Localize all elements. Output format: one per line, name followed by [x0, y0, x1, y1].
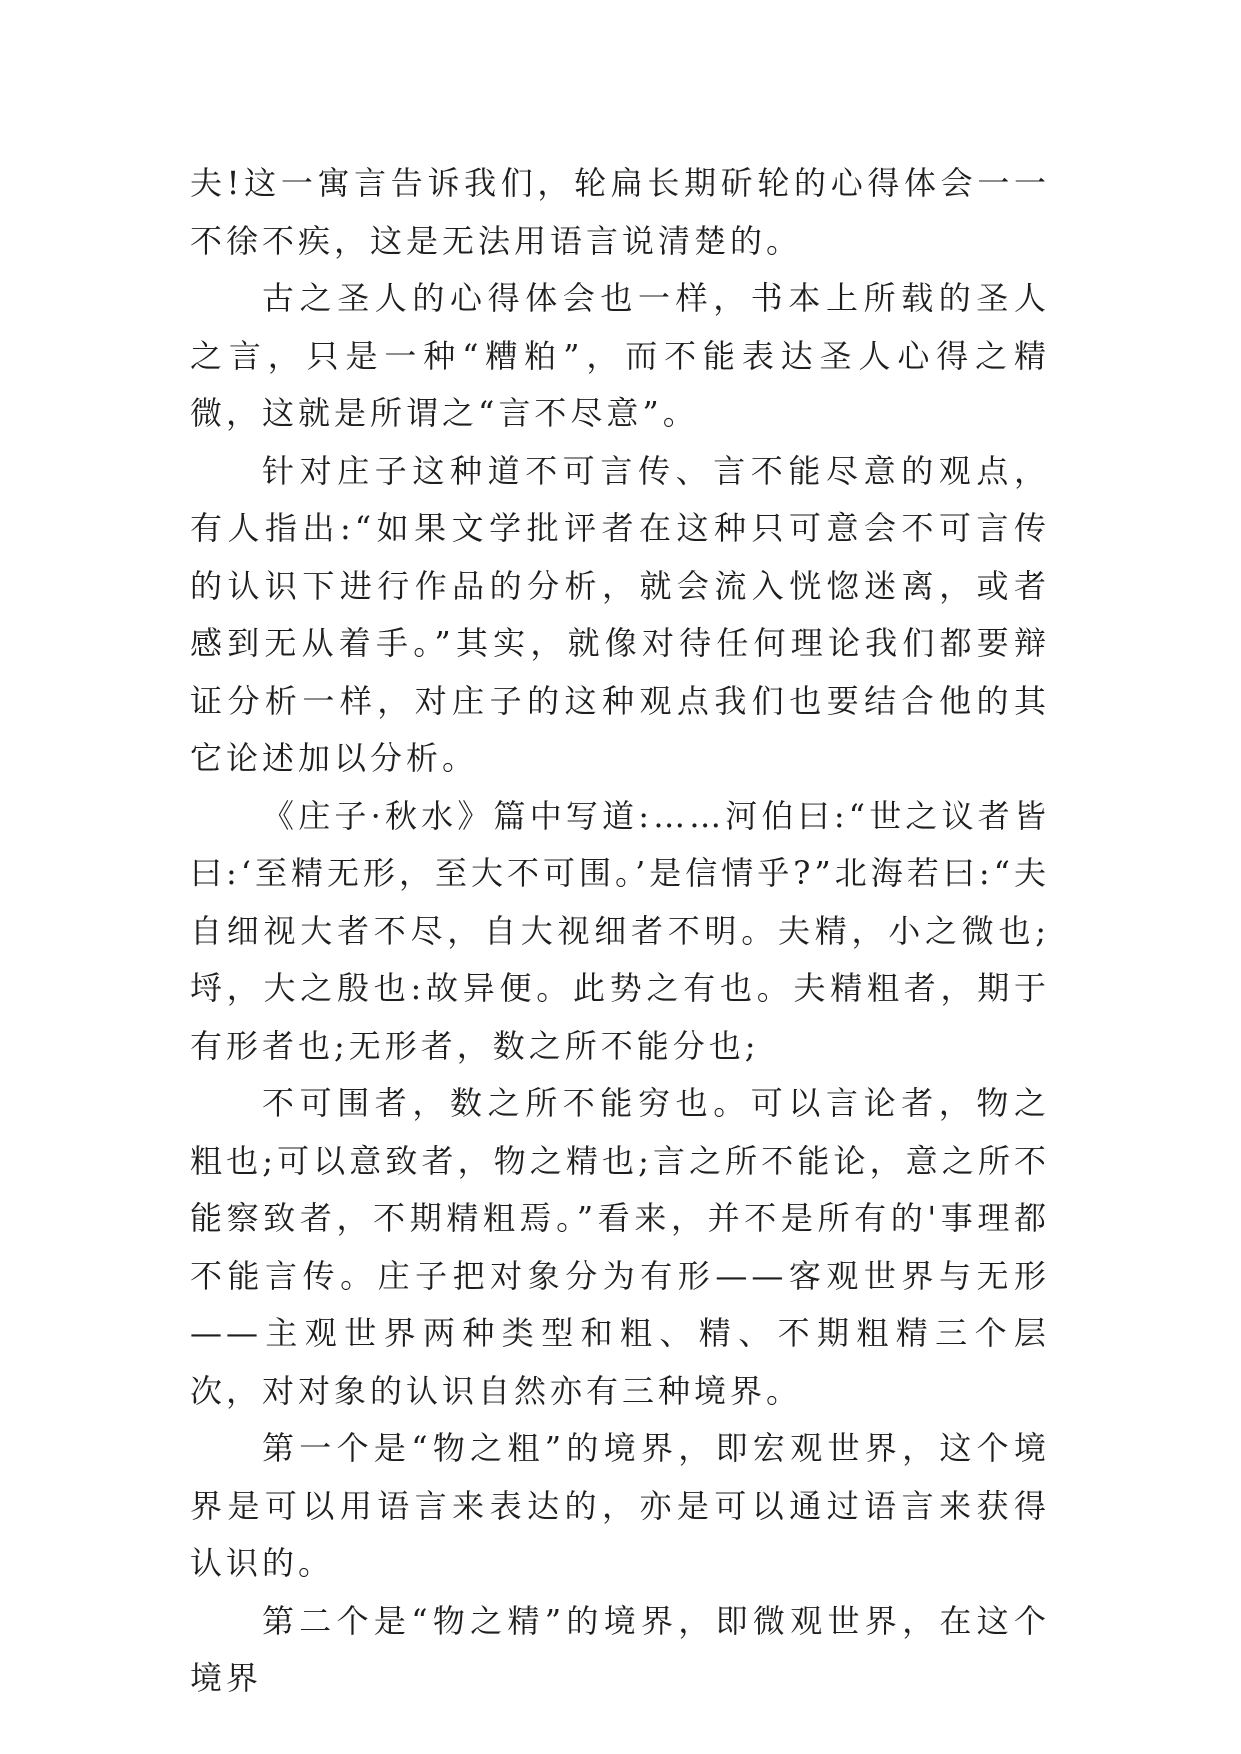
paragraph-2: 古之圣人的心得体会也一样，书本上所载的圣人之言，只是一种“糟粕”，而不能表达圣人心得之精微，这就是所谓之“言不尽意”。	[190, 279, 1050, 432]
document-body	[190, 155, 1050, 1708]
paragraph-6: 第一个是“物之粗”的境界，即宏观世界，这个境界是可以用语言来表达的，亦是可以通过语言来获得认识的。	[190, 1429, 1050, 1582]
paragraph-7: 第二个是“物之精”的境界，即微观世界，在这个境界	[190, 1601, 1050, 1697]
paragraph-3: 针对庄子这种道不可言传、言不能尽意的观点，有人指出:“如果文学批评者在这种只可意会不可言传的认识下进行作品的分析，就会流入恍惚迷离，或者感到无从着手。”其实，就像对待任何理论我们都要辩证分析一样，对庄子的这种观点我们也要结合他的其它论述加以分析。	[190, 451, 1050, 777]
paragraph-4: 《庄子·秋水》篇中写道:……河伯曰:“世之议者皆曰:‘至精无形，至大不可围。’是信情乎?”北海若曰:“夫自细视大者不尽，自大视细者不明。夫精，小之微也;埒，大之殷也:故异便。此势之有也。夫精粗者，期于有形者也;无形者，数之所不能分也;	[190, 796, 1050, 1065]
paragraph-1: 夫!这一寓言告诉我们，轮扁长期斫轮的心得体会一一不徐不疾，这是无法用语言说清楚的。	[190, 164, 1050, 260]
paragraph-5: 不可围者，数之所不能穷也。可以言论者，物之粗也;可以意致者，物之精也;言之所不能论，意之所不能察致者，不期精粗焉。”看来，并不是所有的'事理都不能言传。庄子把对象分为有形——客观世界与无形——主观世界两种类型和粗、精、不期粗精三个层次，对对象的认识自然亦有三种境界。	[190, 1084, 1050, 1410]
